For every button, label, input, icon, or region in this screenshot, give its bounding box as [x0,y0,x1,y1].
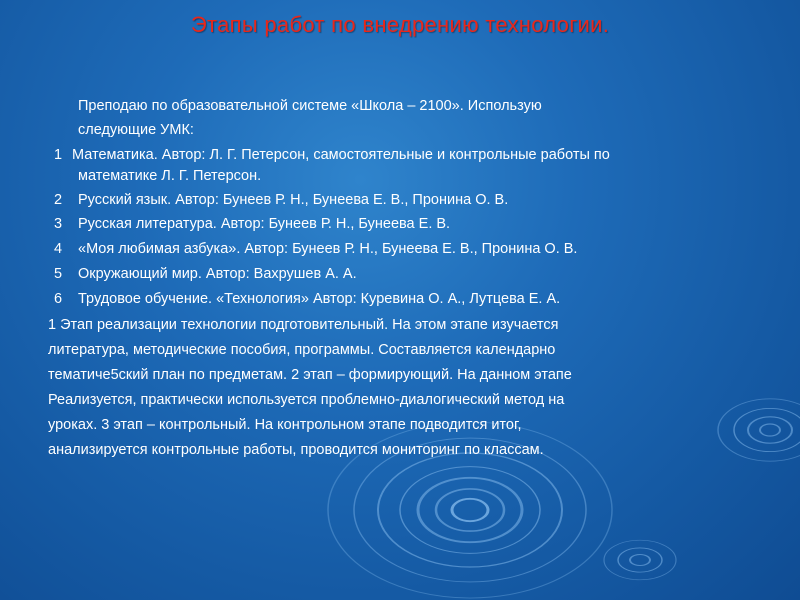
umk-item-text: Трудовое обучение. «Технология» Автор: Куревина О. А., Лутцева Е. А. [78,291,561,307]
umk-item-text: «Моя любимая азбука». Автор: Бунеев Р. Н., Бунеева Е. В., Пронина О. В. [78,241,578,257]
stages-line: 1 Этап реализации технологии подготовительный. На этом этапе изучается [48,317,559,333]
stages-line: Реализуется, практически используется проблемно-диалогический метод на [48,392,565,408]
umk-item-number: 2 [54,192,63,208]
stages-line: уроках. 3 этап – контрольный. На контрольном этапе подводится итог, [48,417,522,433]
umk-item-text: Русская литература. Автор: Бунеев Р. Н., Бунеева Е. В. [78,216,451,232]
intro-line: Преподаю по образовательной системе «Школа – 2100». Использую [78,98,542,114]
umk-item-text: математике Л. Г. Петерсон. [78,168,262,184]
umk-item-number: 3 [54,216,63,232]
umk-item-text: Русский язык. Автор: Бунеев Р. Н., Бунеева Е. В., Пронина О. В. [78,192,509,208]
umk-item-number: 1 [54,147,63,163]
stages-line: тематиче5ский план по предметам. 2 этап – формирующий. На данном этапе [48,367,572,383]
umk-item-number: 5 [54,266,63,282]
umk-item-text: Окружающий мир. Автор: Вахрушев А. А. [78,266,357,282]
umk-item-number: 4 [54,241,63,257]
umk-item-text: Математика. Автор: Л. Г. Петерсон, самостоятельные и контрольные работы по [72,147,610,163]
stages-line: литература, методические пособия, программы. Составляется календарно [48,342,556,358]
umk-item-number: 6 [54,291,63,307]
slide-title: Этапы работ по внедрению технологии. [190,12,610,37]
intro-line: следующие УМК: [78,122,194,138]
stages-line: анализируется контрольные работы, проводится мониторинг по классам. [48,442,544,458]
